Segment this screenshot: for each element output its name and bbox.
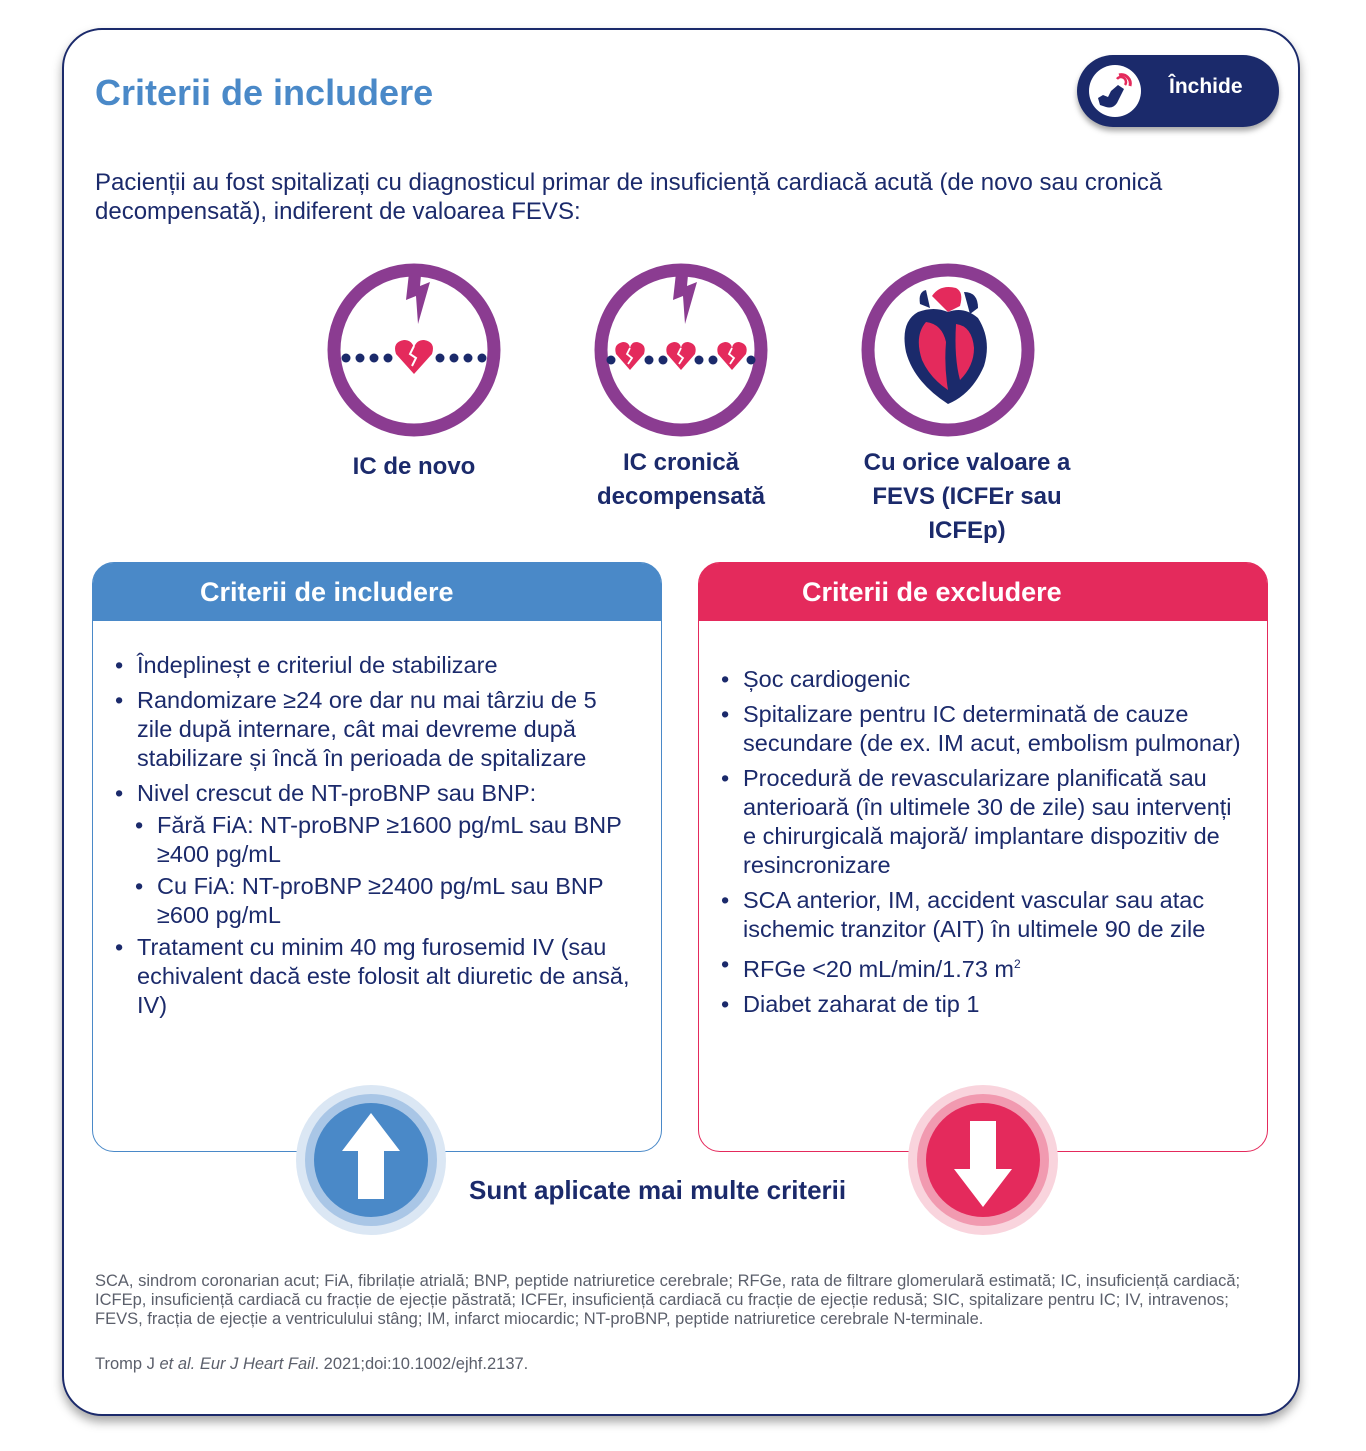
list-item: • Cu FiA: NT-proBNP ≥2400 pg/mL sau BNP ≥600 pg/mL [115,872,635,930]
list-item [721,950,1251,984]
list-item: • SCA anterior, IM, accident vascular sau atac ischemic tranzitor (AIT) în ultimele 90 de zile [721,886,1251,944]
caption-ic-de-novo: IC de novo [352,453,476,480]
close-button-label: Închide [1169,75,1243,98]
page-title: Criterii de includere [95,72,434,113]
ref-rest: . 2021;doi:10.1002/ejhf.2137. [314,1355,529,1373]
ref-authors: Tromp J [95,1355,155,1373]
list-item: • Diabet zaharat de tip 1 [721,990,1251,1019]
intro-text: Pacienții au fost spitalizați cu diagnosticul primar de insuficiență cardiacă acută (de novo sau cronică decompensată), indiferent de valoarea FEVS: [95,169,1163,225]
list-item: • Îndeplineșt e criteriul de stabilizare [115,651,635,680]
list-item: • Procedură de revascularizare planificată sau anterioară (în ultimele 30 de zile) sau intervenți e chirurgicală majoră/ implantare dispozitiv de resincronizare [721,764,1251,880]
anatomical-heart-icon [860,262,1036,438]
superscript: 2 [1014,957,1021,971]
inclusion-list [115,651,635,1026]
ref-etal: et al. [159,1355,196,1373]
rfge-text: RFGe <20 mL/min/1.73 m [743,955,1015,982]
list-item: • Spitalizare pentru IC determinată de cauze secundare (de ex. IM acut, embolism pulmonar) [721,700,1251,758]
multiple-broken-hearts-icon [593,262,769,438]
list-item: • Randomizare ≥24 ore dar nu mai târziu de 5 zile după internare, cât mai devreme după stabilizare și încă în perioada de spitalizare [115,686,635,773]
exclusion-list [721,665,1251,1025]
multiple-criteria-text: Sunt aplicate mai multe criterii [469,1175,847,1205]
inclusion-title: Criterii de includere [93,563,661,621]
up-arrow-icon [296,1085,446,1235]
down-arrow-icon [908,1085,1058,1235]
list-item: • Nivel crescut de NT-proBNP sau BNP: [115,779,635,808]
exclusion-panel [698,562,1268,1152]
ref-journal: Eur J Heart Fail [199,1355,315,1373]
exclusion-title: Criterii de excludere [699,563,1267,621]
close-button[interactable] [1077,55,1279,127]
inclusion-panel [92,562,662,1152]
list-item: • Tratament cu minim 40 mg furosemid IV (sau echivalent dacă este folosit alt diuretic de ansă, IV) [115,933,635,1020]
caption-ic-cronica: IC cronică decompensată [596,449,766,510]
list-item: • Fără FiA: NT-proBNP ≥1600 pg/mL sau BNP ≥400 pg/mL [115,811,635,869]
single-broken-heart-icon [326,262,502,438]
abbreviations-footnote: SCA, sindrom coronarian acut; FiA, fibrilație atrială; BNP, peptide natriuretice cerebrale; RFGe, rata de filtrare glomerulară estimată; IC, insuficiență cardiacă; ICFEp, insuficiență cardiacă cu fracție de ejecție păstrată; ICFEr, insuficiență cardiacă cu fracție de ejecție redusă; SIC, spitalizare pentru IC; IV, intravenos; FEVS, fracția de ejecție a ventriculului stâng; IM, infarct miocardic; NT-proBNP, peptide natriuretice cerebrale N-terminale. [95,1272,1241,1328]
caption-fevs: Cu orice valoare a FEVS (ICFEr sau ICFEp) [863,449,1071,544]
reference [95,1355,528,1374]
tap-hand-icon [1089,65,1141,117]
list-item: • Șoc cardiogenic [721,665,1251,694]
